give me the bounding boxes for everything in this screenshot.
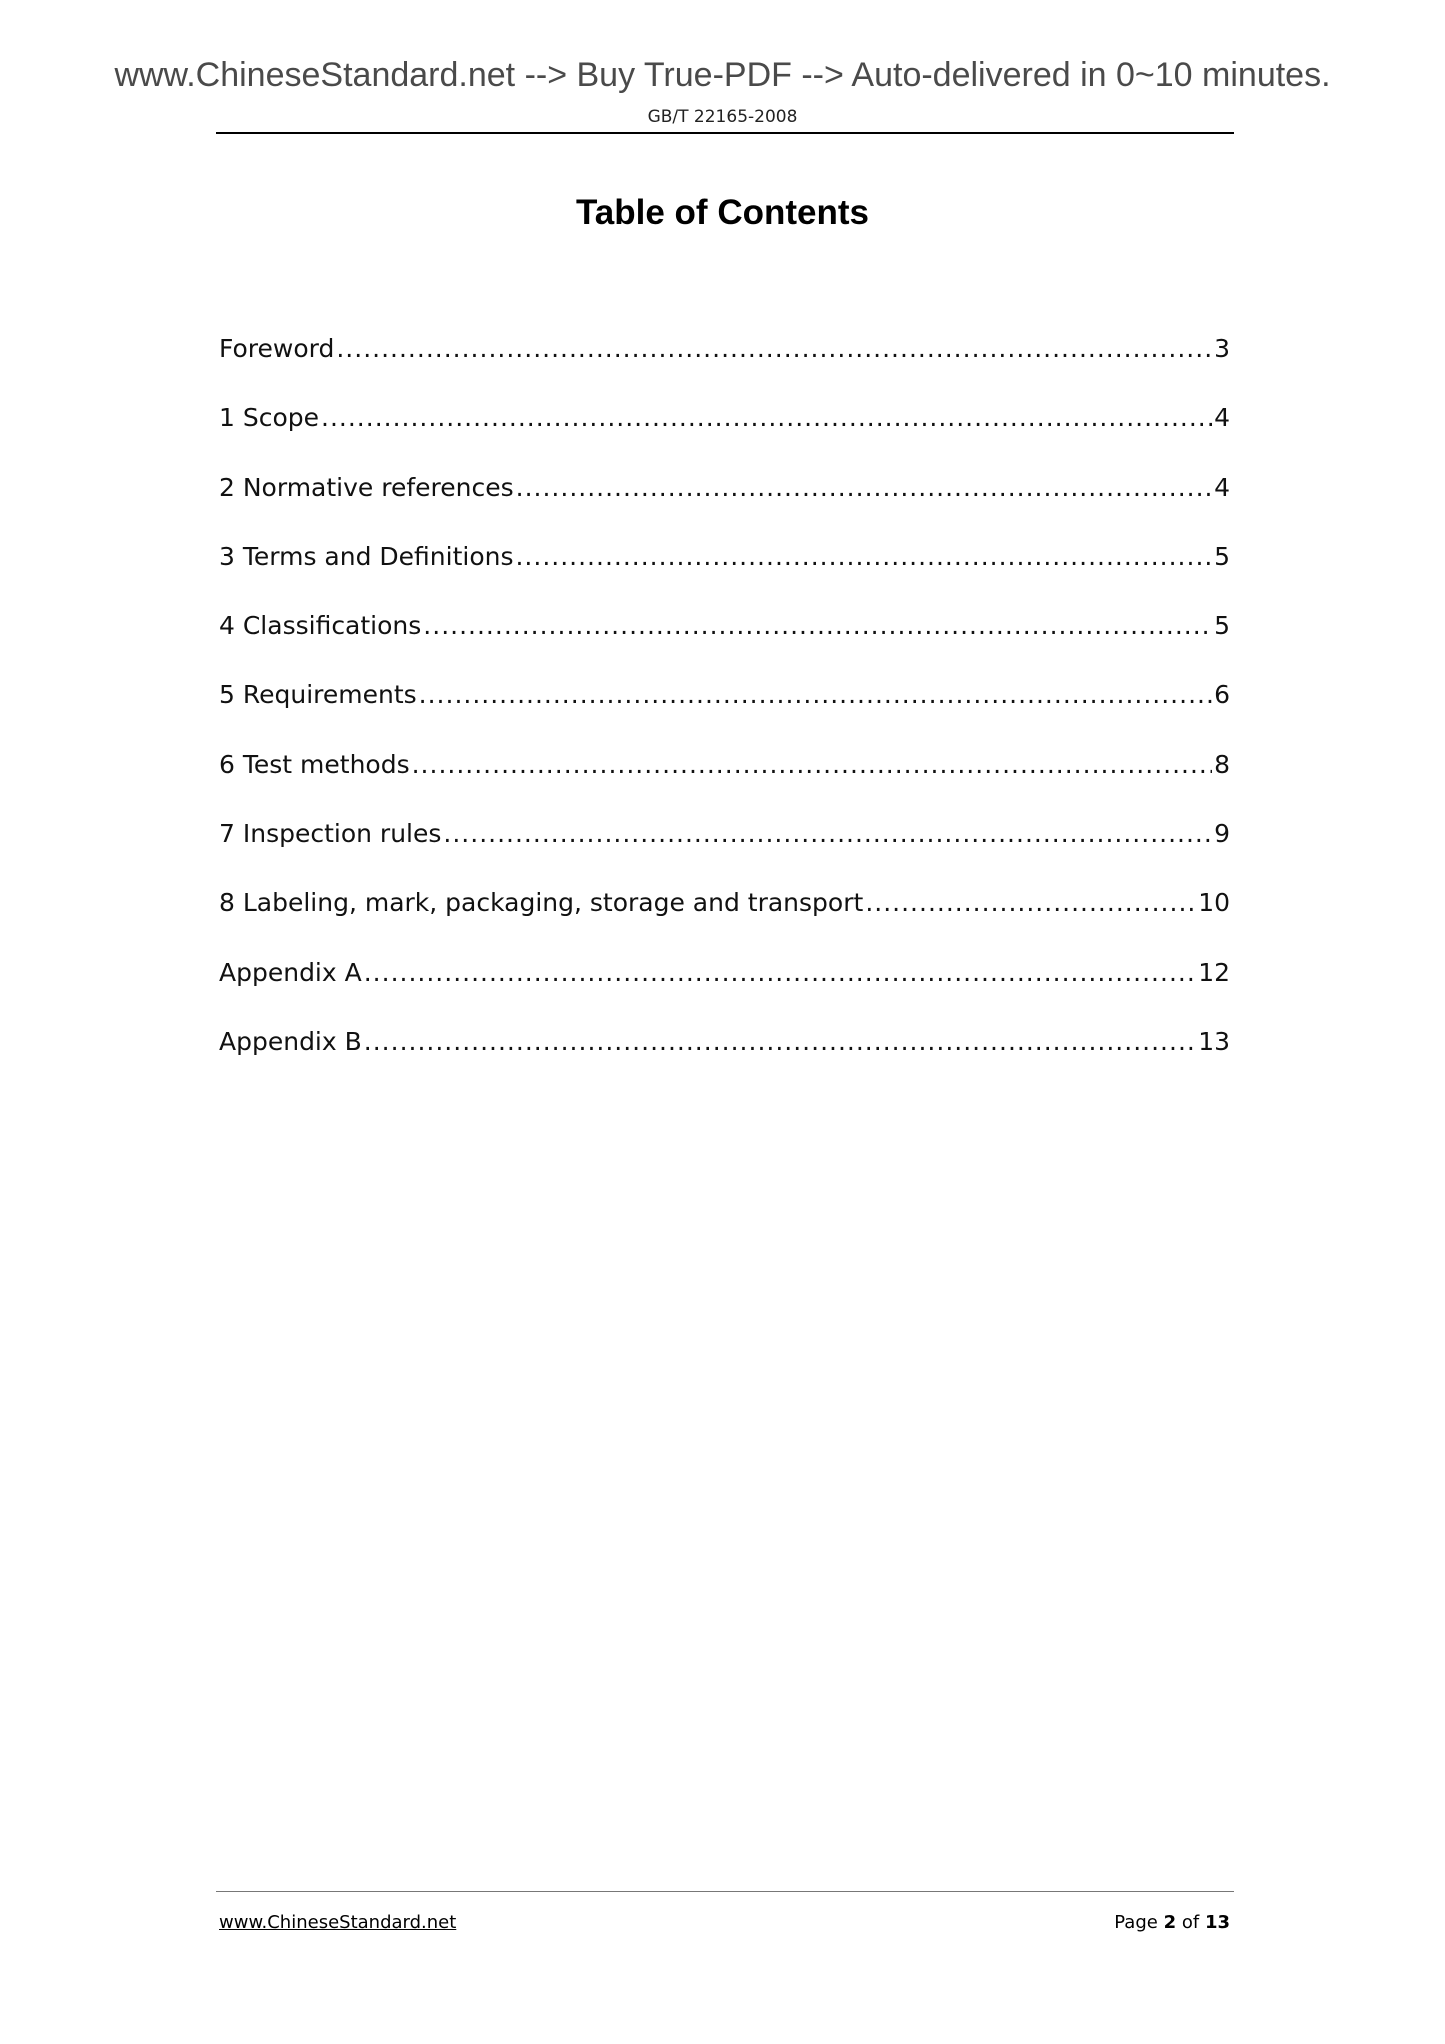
page-of-label: of bbox=[1181, 1912, 1200, 1933]
page-title: Table of Contents bbox=[576, 193, 869, 232]
site-banner: www.ChineseStandard.net --> Buy True-PDF --> Auto-delivered in 0~10 minutes. bbox=[114, 56, 1331, 94]
toc-entry-page: 9 bbox=[1214, 819, 1230, 849]
toc-entry-foreword[interactable] bbox=[219, 334, 1230, 403]
toc-entry-label: 2 Normative references bbox=[219, 472, 514, 502]
toc-entry-appendix-a[interactable] bbox=[219, 958, 1230, 1027]
toc-entry-page: 3 bbox=[1214, 334, 1230, 363]
toc-leader-dots bbox=[321, 403, 1212, 432]
toc-leader-dots bbox=[516, 473, 1212, 502]
toc-entry-requirements[interactable] bbox=[219, 680, 1230, 749]
toc-entry-appendix-b[interactable] bbox=[219, 1027, 1230, 1096]
toc-entry-label: Appendix B bbox=[219, 1026, 362, 1056]
toc-entry-page: 6 bbox=[1214, 680, 1230, 710]
footer-divider bbox=[216, 1891, 1234, 1892]
toc-entry-label: Foreword bbox=[219, 334, 335, 363]
toc-leader-dots bbox=[336, 334, 1212, 363]
toc-entry-test-methods[interactable] bbox=[219, 750, 1230, 819]
toc-entry-page: 4 bbox=[1214, 472, 1230, 502]
toc-entry-page: 4 bbox=[1214, 403, 1230, 433]
total-pages: 13 bbox=[1204, 1912, 1230, 1933]
footer-site-link[interactable]: www.ChineseStandard.net bbox=[219, 1912, 457, 1933]
page-number bbox=[1114, 1912, 1230, 1933]
header-divider bbox=[216, 132, 1234, 134]
standard-code: GB/T 22165-2008 bbox=[647, 107, 798, 127]
toc-entry-normative-references[interactable] bbox=[219, 473, 1230, 542]
toc-entry-page: 10 bbox=[1198, 888, 1230, 918]
current-page: 2 bbox=[1163, 1912, 1177, 1933]
toc-entry-page: 13 bbox=[1198, 1026, 1230, 1056]
toc-entry-page: 5 bbox=[1214, 541, 1230, 571]
toc-leader-dots bbox=[412, 750, 1212, 779]
page-label: Page bbox=[1114, 1912, 1158, 1933]
toc-entry-page: 5 bbox=[1214, 611, 1230, 641]
toc-leader-dots bbox=[423, 611, 1212, 640]
toc-entry-terms-and-definitions[interactable] bbox=[219, 542, 1230, 611]
toc-entry-label: Appendix A bbox=[219, 957, 362, 987]
toc-entry-label: 6 Test methods bbox=[219, 749, 410, 779]
toc-entry-label: 8 Labeling, mark, packaging, storage and transport bbox=[219, 888, 864, 918]
toc-entry-label: 1 Scope bbox=[219, 403, 320, 433]
toc-entry-labeling[interactable] bbox=[219, 888, 1230, 957]
toc-leader-dots bbox=[364, 1027, 1196, 1056]
toc-entry-label: 4 Classifications bbox=[219, 611, 422, 641]
toc-leader-dots bbox=[419, 680, 1212, 709]
toc-entry-page: 8 bbox=[1214, 749, 1230, 779]
toc-entry-label: 7 Inspection rules bbox=[219, 819, 442, 849]
toc-entry-page: 12 bbox=[1198, 957, 1230, 987]
toc-entry-classifications[interactable] bbox=[219, 611, 1230, 680]
toc-entry-label: 5 Requirements bbox=[219, 680, 417, 710]
table-of-contents bbox=[219, 334, 1230, 1096]
toc-leader-dots bbox=[364, 958, 1196, 987]
toc-entry-scope[interactable] bbox=[219, 403, 1230, 472]
toc-leader-dots bbox=[515, 542, 1212, 571]
toc-leader-dots bbox=[443, 819, 1212, 848]
toc-entry-label: 3 Terms and Definitions bbox=[219, 541, 514, 571]
toc-leader-dots bbox=[865, 888, 1196, 917]
toc-entry-inspection-rules[interactable] bbox=[219, 819, 1230, 888]
